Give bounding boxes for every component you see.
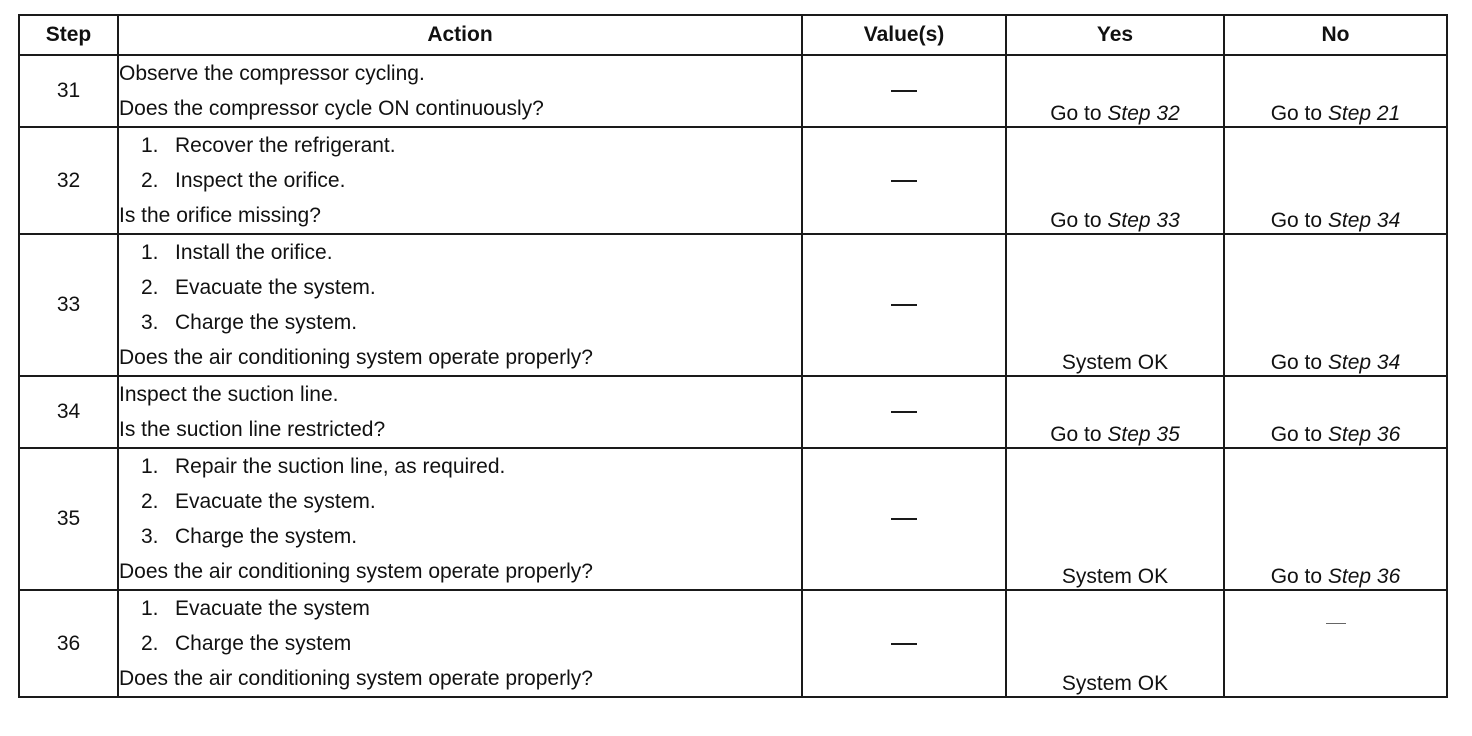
list-number: 2. (141, 632, 159, 655)
no-step-link[interactable]: Step 21 (1327, 102, 1401, 125)
no-step-link[interactable]: Step 34 (1327, 351, 1401, 374)
action-list-item (119, 449, 801, 484)
table-row (19, 376, 1447, 448)
list-text: Evacuate the system. (175, 490, 376, 513)
value-dash (891, 180, 917, 182)
no-dash (1326, 623, 1346, 624)
action-question: Does the compressor cycle ON continuously? (119, 97, 544, 120)
table-row (19, 55, 1447, 127)
no-step-link[interactable]: Step 34 (1327, 209, 1401, 232)
list-number: 1. (141, 134, 159, 157)
yes-result: System OK (1061, 672, 1169, 695)
yes-step-link[interactable]: Step 33 (1107, 209, 1180, 232)
action-list-item (119, 519, 801, 554)
value-dash (891, 90, 917, 92)
value-dash (891, 411, 917, 413)
action-list-item (119, 128, 801, 163)
list-number: 2. (141, 276, 159, 299)
yes-result: System OK (1061, 351, 1169, 374)
action-list-item (119, 626, 801, 661)
header-values: Value(s) (802, 15, 1006, 55)
action-cell (118, 234, 802, 376)
list-text: Charge the system (175, 632, 352, 655)
no-step-link[interactable]: Step 36 (1327, 565, 1401, 588)
list-number: 1. (141, 597, 159, 620)
yes-cell (1006, 234, 1224, 376)
value-cell (802, 448, 1006, 590)
list-number: 1. (141, 241, 159, 264)
no-go-to: Go to (1270, 209, 1328, 232)
diagnostic-table (18, 14, 1448, 698)
action-list-item (119, 235, 801, 270)
list-number: 1. (141, 455, 159, 478)
header-yes: Yes (1006, 15, 1224, 55)
list-text: Charge the system. (175, 311, 358, 334)
value-cell (802, 376, 1006, 448)
yes-step-link[interactable]: Step 35 (1107, 423, 1180, 446)
list-text: Evacuate the system. (175, 276, 376, 299)
table-row (19, 127, 1447, 234)
yes-cell (1006, 55, 1224, 127)
value-dash (891, 643, 917, 645)
value-cell (802, 590, 1006, 697)
action-list-item (119, 484, 801, 519)
no-cell (1224, 55, 1447, 127)
list-number: 3. (141, 311, 159, 334)
value-dash (891, 518, 917, 520)
yes-cell (1006, 376, 1224, 448)
header-no: No (1224, 15, 1447, 55)
step-number: 35 (19, 448, 118, 590)
header-action: Action (118, 15, 802, 55)
value-dash (891, 304, 917, 306)
step-number: 32 (19, 127, 118, 234)
no-cell (1224, 234, 1447, 376)
action-question: Does the air conditioning system operate properly? (119, 346, 593, 369)
table-row (19, 590, 1447, 697)
yes-go-to: Go to (1050, 102, 1108, 125)
action-cell (118, 590, 802, 697)
list-text: Inspect the orifice. (175, 169, 346, 192)
action-question: Does the air conditioning system operate properly? (119, 560, 593, 583)
no-step-link[interactable]: Step 36 (1327, 423, 1401, 446)
no-cell (1224, 590, 1447, 697)
list-text: Repair the suction line, as required. (175, 455, 506, 478)
yes-cell (1006, 590, 1224, 697)
yes-go-to: Go to (1050, 423, 1108, 446)
list-text: Install the orifice. (175, 241, 333, 264)
action-list-item (119, 591, 801, 626)
list-number: 2. (141, 169, 159, 192)
no-go-to: Go to (1270, 565, 1328, 588)
action-list-item (119, 163, 801, 198)
no-cell (1224, 448, 1447, 590)
list-number: 3. (141, 525, 159, 548)
step-number: 36 (19, 590, 118, 697)
action-cell (118, 448, 802, 590)
yes-result: System OK (1061, 565, 1169, 588)
header-step: Step (19, 15, 118, 55)
no-go-to: Go to (1270, 102, 1328, 125)
table-row (19, 448, 1447, 590)
yes-cell (1006, 127, 1224, 234)
action-text: Inspect the suction line. (119, 383, 339, 406)
action-cell (118, 127, 802, 234)
header-row (19, 15, 1447, 55)
action-cell (118, 55, 802, 127)
value-cell (802, 55, 1006, 127)
yes-step-link[interactable]: Step 32 (1107, 102, 1180, 125)
no-go-to: Go to (1270, 351, 1328, 374)
no-cell (1224, 376, 1447, 448)
list-text: Charge the system. (175, 525, 358, 548)
action-question: Is the orifice missing? (119, 204, 321, 227)
action-list-item (119, 270, 801, 305)
no-go-to: Go to (1270, 423, 1328, 446)
step-number: 34 (19, 376, 118, 448)
action-text: Observe the compressor cycling. (119, 62, 425, 85)
list-text: Recover the refrigerant. (175, 134, 396, 157)
action-cell (118, 376, 802, 448)
value-cell (802, 234, 1006, 376)
action-question: Does the air conditioning system operate properly? (119, 667, 593, 690)
table-row (19, 234, 1447, 376)
list-text: Evacuate the system (175, 597, 370, 620)
value-cell (802, 127, 1006, 234)
action-question: Is the suction line restricted? (119, 418, 386, 441)
yes-go-to: Go to (1050, 209, 1108, 232)
list-number: 2. (141, 490, 159, 513)
step-number: 31 (19, 55, 118, 127)
no-cell (1224, 127, 1447, 234)
action-list-item (119, 305, 801, 340)
yes-cell (1006, 448, 1224, 590)
step-number: 33 (19, 234, 118, 376)
